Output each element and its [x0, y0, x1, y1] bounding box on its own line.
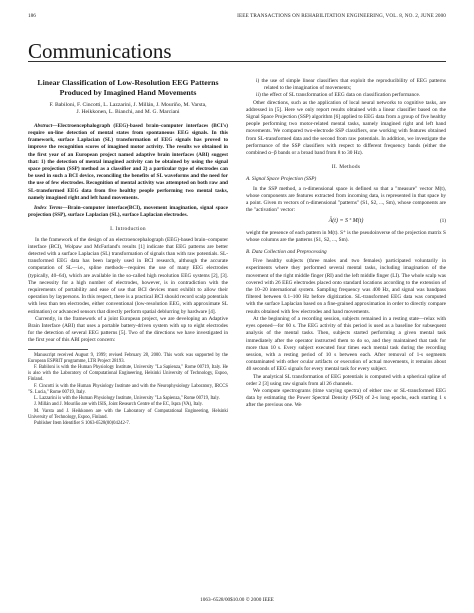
right-paragraph-1: Other directions, such as the application of local neural networks to cognitive tasks, are addressed in [5]. Here we only report results obtained with a linear classifier based on the Signal Space Projection (SSP) algorithm [6] applied to EEG data from a group of five healthy people performing two motor-related mental tasks, namely imagined right and left hand movements. We compared two-electrode SSP classifiers, one working with features obtained from SL-transformed data and the second from raw potentials. In addition, we investigate the performance of the SSP classifiers with respect to different frequency bands (either the combined α−β bands or a broad band from 8 to 30 Hz). [246, 99, 446, 157]
running-head [28, 13, 446, 21]
footnote: J. Millán and J. Mouriño are with ISIS, Joint Research Centre of the EC, Ispra (VA), Italy. [34, 402, 203, 408]
footnote: Manuscript received August 9, 1999; revised February 28, 2000. This work was supported by the European ESPRIT programme, LTR Project 28193. [28, 352, 228, 364]
footnote: F. Babiloni is with the Human Physiology Institute, University "La Sapienza," Rome 00719, Italy. He is also with the Laboratory of Computational Engineering, Helsinki University of Technology, Espoo, Finland. [28, 365, 228, 383]
authors-line-1: F. Babiloni, F. Cincotti, L. Lazzarini, J. Millán, J. Mouriño, M. Varsta, [49, 102, 207, 109]
ssp-paragraph-2: weight the presence of each pattern in M(t). S⁺ is the pseudoinverse of the projection matrix S whose columns are the patterns (S1, S2, ..., Sm). [246, 229, 446, 243]
index-terms [28, 205, 228, 219]
data-subheading: B. Data Collection and Preprocessing [246, 249, 327, 256]
data-paragraph-2: At the beginning of a recording session, subjects remained in a resting state—relax with eyes opened—for 60 s. The EEG activity of this period is used as a baseline for subsequent analysis of the mental tasks. Then, subjects started performing a given mental task immediately after the operator instructed them to do so, and they maintained that task for more than 10 s. Every subject executed four times each mental task during the recording session, with a resting period of 10 s between each. After removal of 1-s segments contaminated with other ocular artifacts or execution of actual movements, it remains about 40 seconds of EEG signals for every mental task for every subject. [246, 315, 446, 373]
section-rule [28, 61, 446, 62]
footnote: Publisher Item Identifier S 1063-6528(00)04242-7. [34, 420, 130, 426]
right-column [246, 78, 446, 410]
introduction-heading: I. Introduction [110, 226, 146, 233]
list-item: i) the use of simple linear classifiers that exploit the reproducibility of EEG patterns related to the imagination of movements; [256, 78, 446, 92]
equation-1 [246, 218, 446, 225]
data-paragraph-4: We compute spectrograms (time varying spectra) of either raw or SL-transformed EEG data by estimating the Power Spectral Density (PSD) of 2-s long epochs, each starting 1 s after the previous one. We [246, 387, 446, 409]
footnotes [28, 349, 228, 427]
journal-title: IEEE TRANSACTIONS ON REHABILITATION ENGINEERING, VOL. 8, NO. 2, JUNE 2000 [237, 13, 446, 19]
abstract-label: Abstract— [34, 122, 58, 129]
footnote: F. Cincotti is with the Human Physiology Institute and with the Neurophysiology Laboratory, IRCCS "S. Lucia," Rome 00719, Italy. [28, 383, 228, 395]
footnote: M. Varsta and J. Heikkonen are with the Laboratory of Computational Engineering, Helsinki University of Technology, Espoo, Finland. [28, 408, 228, 420]
left-column [28, 78, 228, 427]
methods-heading: II. Methods [331, 164, 361, 171]
aims-list [256, 78, 446, 100]
abstract-text: Electroencephalograph (EEG)-based brain–computer interfaces (BCI's) require on-line detection of mental states from spontaneous EEG signals. In this framework, surface Laplacian (SL) transformation of EEG signals has proved to improve the recognition scores of imagined motor activity. The results we obtained in the first year of an European project named adaptive brain interfaces (ABI) suggest that: 1) the detection of mental imagined activity can be obtained by using the signal space projection (SSP) method as a classifier and 2) a particular type of electrodes can be used in such a BCI device, reconciling the benefits of SL waveforms and the need for the use of few electrodes. Recognition of mental activity was attempted on both raw and SL-transformed EEG data from five healthy people performing two mental tasks, namely imagined right and left hand movements. [28, 122, 228, 201]
authors-line-2: J. Heikkonen, L. Bianchi, and M. G. Marciani [76, 109, 180, 116]
data-paragraph-3: The analytical SL transformation of EEG potentials is computed with a spherical spline of order 2 [3] using raw signals from all 26 channels. [246, 373, 446, 387]
ssp-paragraph-1: In the SSP method, a n-dimensional space is defined so that a "measure" vector M(t), whose components are features extracted from incoming data, is represented in that space by a point. Given m vectors of n-dimensional "patterns" (S1, S2, ..., Sm), whose components are the "activation" vector: [246, 185, 446, 214]
authors [28, 102, 228, 117]
equation-number: (1) [439, 218, 446, 225]
ssp-subheading: A. Signal Space Projection (SSP) [246, 176, 317, 183]
equation-body: Â(t) = S⁺ M(t) [328, 218, 364, 225]
page-footer: 1063–6528/00$10.00 © 2000 IEEE [200, 597, 274, 603]
footnote: L. Lazzarini is with the Human Physiology Institute, University "La Sapienza," Rome 00719, Italy. [34, 396, 220, 402]
section-heading: Communications [28, 39, 172, 63]
paper-title: Linear Classification of Low-Resolution EEG Patterns Produced by Imagined Hand Movements [37, 78, 219, 97]
intro-paragraph-1: In the framework of the design of an electroencephalograph (EEG)-based brain–computer interface (BCI), Wolpaw and McFarland's results [1] indicate that EEG patterns are better detected with a surface Laplacian (SL) transformation of signals than with raw potentials. SL-transformed EEG data has been largely used in BCI research, although the accurate computation of SL—i.e., spline methods—requires the use of many EEG electrodes (typically, 40–64), which are available in the so-called high resolution EEG systems [2], [3]. The necessity for a high number of electrodes, however, is in contradiction with the requirements of portability and ease of use that BCI devices must exhibit to allow their operation by laypersons. In this respect, there is a practical BCI should record scalp potentials with less than ten electrodes, either conventional (low-resolution EEG, with approximate SL estimation) or advanced sensors that directly perform spatial deblurring by hardware [4]. [28, 236, 228, 315]
page-number: 186 [28, 13, 36, 19]
index-terms-text: Brain–computer interface(BCI), movement imagination, signal space projection (SSP), surface Laplacian (SL), surface Laplacian electrodes. [28, 205, 229, 219]
data-paragraph-1: Five healthy subjects (three males and two females) participated voluntarily in experiments where they performed several mental tasks, including imagination of the movement of the right middle finger (RI) and the left middle finger (LI). The whole scalp was covered with 26 EEG electrodes placed onto standard locations according to the extension of the 10–20 international system. Sampling frequency was 400 Hz, and signal was bandpass filtered between 0.1–100 Hz before digitization. SL-transformed EEG data was computed with the surface Laplacian based on a fine-grained approximation in order to directly compare results obtained with few electrodes and hand movements. [246, 258, 446, 315]
index-terms-label: Index Terms— [34, 205, 68, 212]
abstract [28, 123, 228, 202]
footnote-rule [28, 349, 88, 350]
list-item: ii) the effect of SL transformation of EEG data on classification performance. [256, 92, 421, 99]
intro-paragraph-2: Currently, in the framework of a joint European project, we are developing an Adaptive Brain Interface (ABI) that uses a portable battery-driven system with up to eight electrodes for the detection of several EEG patterns [5]. Two of the directions we have investigated in the first year of this ABI project concern: [28, 315, 228, 344]
